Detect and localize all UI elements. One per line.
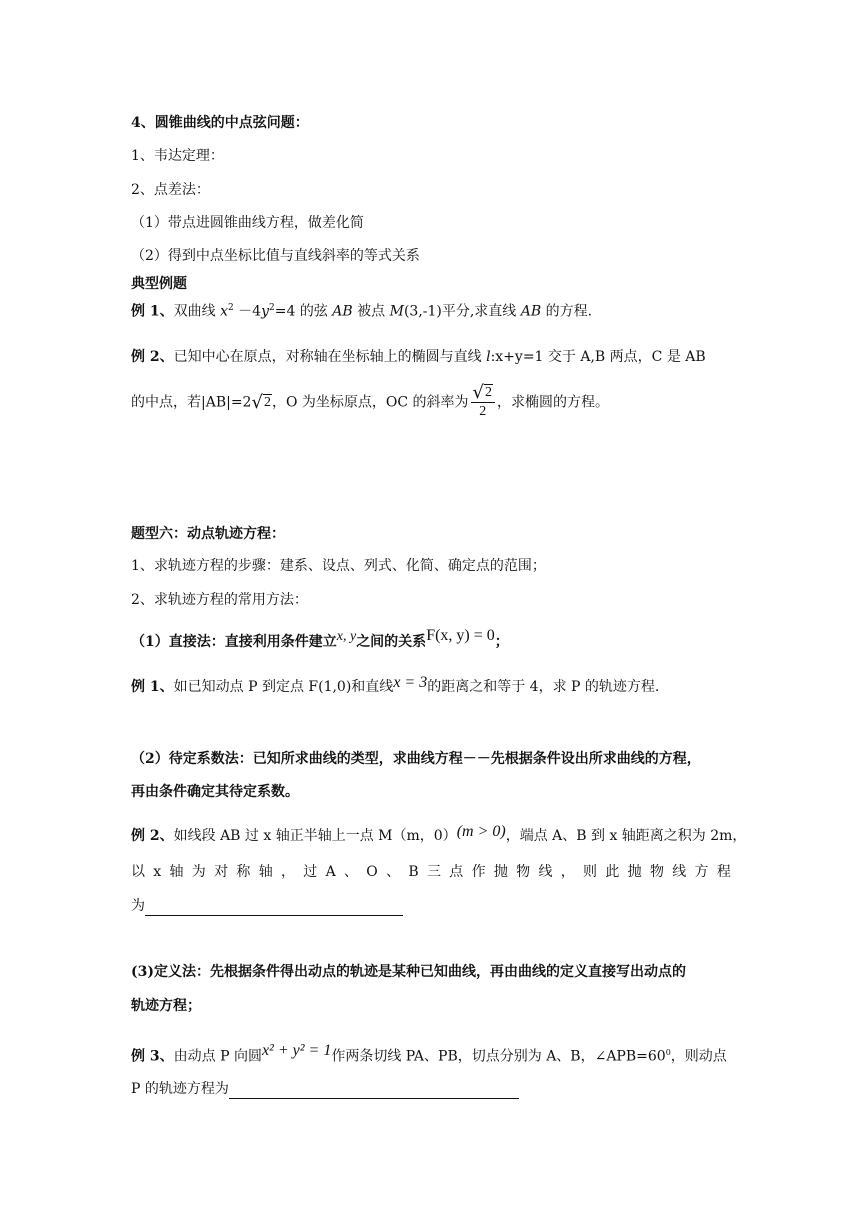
justified-char: 方 xyxy=(694,864,709,880)
method-2-line1: （2）待定系数法：已知所求曲线的类型，求曲线方程－－先根据条件设出所求曲线的方程， xyxy=(131,751,701,767)
section6-example-3-line1 xyxy=(131,1043,727,1067)
text: 如线段 AB 过 x 轴正半轴上一点 M（m，0） xyxy=(173,828,457,844)
method-3-line2: 轨迹方程； xyxy=(131,998,201,1014)
justified-char: 为 xyxy=(191,864,206,880)
section6-heading: 题型六：动点轨迹方程： xyxy=(131,526,285,542)
justified-char: A xyxy=(325,864,336,880)
example-1-label: 例 1、 xyxy=(131,303,174,320)
justified-char: 、 xyxy=(386,864,401,880)
example-2-label: 例 2、 xyxy=(131,349,174,365)
text: 的中点，若|AB|=2 xyxy=(131,394,252,411)
math-condition: (m > 0) xyxy=(456,823,506,840)
text: (3,-1)平分,求直线 xyxy=(403,303,521,320)
answer-blank[interactable] xyxy=(145,901,403,916)
sup: 2 xyxy=(227,303,234,313)
text: ，求椭圆的方程。 xyxy=(497,394,610,411)
justified-char: 物 xyxy=(649,864,664,880)
justified-char: ， xyxy=(560,864,575,880)
justified-char: 过 xyxy=(303,864,318,880)
example-label: 例 1、 xyxy=(131,679,174,695)
text: 之间的关系 xyxy=(356,634,427,650)
justified-char: x xyxy=(153,864,162,880)
section4-item1: 1、韦达定理： xyxy=(131,148,224,164)
math-x-eq-3: x = 3 xyxy=(393,674,428,691)
section4-item2: 2、点差法： xyxy=(131,182,210,198)
justified-char: 则 xyxy=(583,864,598,880)
justified-char: 抛 xyxy=(493,864,508,880)
justified-char: 程 xyxy=(716,864,731,880)
method-2-line2: 再由条件确定其待定系数。 xyxy=(131,784,299,800)
text: =4 的弦 xyxy=(274,303,333,320)
var-ab: AB xyxy=(520,303,542,320)
justified-char: 线 xyxy=(672,864,687,880)
numerator: 2 xyxy=(485,385,493,400)
justified-char: 以 xyxy=(131,864,145,880)
justified-char: 对 xyxy=(214,864,229,880)
section6-example-2-line3 xyxy=(131,896,403,916)
denominator: 2 xyxy=(479,404,487,419)
sqrt-2: √ 2 xyxy=(251,391,271,413)
justified-char: 线 xyxy=(538,864,553,880)
method-1 xyxy=(131,627,509,653)
text: :x+y=1 交于 A,B 两点，C 是 AB xyxy=(490,349,706,365)
justified-char: ， xyxy=(280,864,295,880)
justified-char: 此 xyxy=(605,864,620,880)
text: 的方程. xyxy=(541,303,593,320)
text: 为 xyxy=(131,898,145,914)
var-m: M xyxy=(389,303,404,320)
example-2-line1 xyxy=(131,347,706,367)
radicand: 2 xyxy=(263,394,271,410)
answer-blank[interactable] xyxy=(229,1084,519,1099)
example-2-line2 xyxy=(131,384,609,421)
justified-char: 轴 xyxy=(169,864,184,880)
section6-item1: 1、求轨迹方程的步骤：建系、设点、列式、化简、确定点的范围； xyxy=(131,558,546,574)
justified-char: 物 xyxy=(516,864,531,880)
justified-char: 点 xyxy=(449,864,464,880)
text: P 的轨迹方程为 xyxy=(131,1081,229,1097)
example-label: 例 3、 xyxy=(131,1048,174,1065)
var-l: l xyxy=(486,349,491,365)
section6-example-3-line2 xyxy=(131,1079,519,1099)
var-y: y xyxy=(261,303,269,320)
justified-char: 称 xyxy=(236,864,251,880)
section4-sub2: （2）得到中点坐标比值与直线斜率的等式关系 xyxy=(131,248,420,264)
math-xy: x, y xyxy=(336,629,357,644)
text: ，O 为坐标原点，OC 的斜率为 xyxy=(271,394,469,411)
example-label: 例 2、 xyxy=(131,828,174,844)
text: 作两条切线 PA、PB，切点分别为 A、B，∠APB=60 xyxy=(331,1048,666,1065)
example-1 xyxy=(131,298,592,322)
text: ，则动点 xyxy=(670,1048,727,1065)
section6-example-1 xyxy=(131,674,660,697)
math-circle-equation: x² + y² = 1 xyxy=(261,1041,332,1059)
text: 已知中心在原点，对称轴在坐标轴上的椭圆与直线 xyxy=(173,349,487,365)
var-ab: AB xyxy=(332,303,353,320)
section4-heading: 4、圆锥曲线的中点弦问题： xyxy=(131,115,309,131)
sup: 2 xyxy=(269,303,275,313)
justified-char: 三 xyxy=(426,864,441,880)
text: （1）直接法：直接利用条件建立 xyxy=(131,634,337,650)
justified-char: B xyxy=(408,864,419,880)
text: 如已知动点 P 到定点 F(1,0)和直线 xyxy=(173,679,394,695)
method-3-line1: (3)定义法：先根据条件得出动点的轨迹是某种已知曲线，再由曲线的定义直接写出动点的 xyxy=(131,964,686,980)
fraction-sqrt2-over-2: √ 2 2 xyxy=(471,384,495,421)
text: ； xyxy=(494,634,509,650)
section6-item2: 2、求轨迹方程的常用方法： xyxy=(131,592,308,608)
text: ，端点 A、B 到 x 轴距离之积为 2m， xyxy=(505,828,747,844)
math-equation: F(x, y) = 0 xyxy=(426,627,495,644)
examples-heading: 典型例题 xyxy=(131,276,187,292)
text: 被点 xyxy=(352,303,390,320)
section4-sub1: （1）带点进圆锥曲线方程，做差化简 xyxy=(131,215,364,231)
text: 的距离之和等于 4，求 P 的轨迹方程. xyxy=(427,679,660,695)
text: 双曲线 xyxy=(173,303,221,320)
justified-char: 、 xyxy=(344,864,358,880)
justified-char: 抛 xyxy=(627,864,642,880)
text: 由动点 P 向圆 xyxy=(173,1048,262,1065)
justified-line xyxy=(131,862,731,882)
section6-example-2-line2 xyxy=(131,862,731,882)
justified-char: 作 xyxy=(471,864,486,880)
degree: 0 xyxy=(665,1048,671,1057)
section6-example-2-line1 xyxy=(131,823,747,846)
justified-char: 轴 xyxy=(258,864,273,880)
var-x: x xyxy=(220,303,228,320)
text: －4 xyxy=(233,303,262,320)
justified-char: O xyxy=(366,864,378,880)
